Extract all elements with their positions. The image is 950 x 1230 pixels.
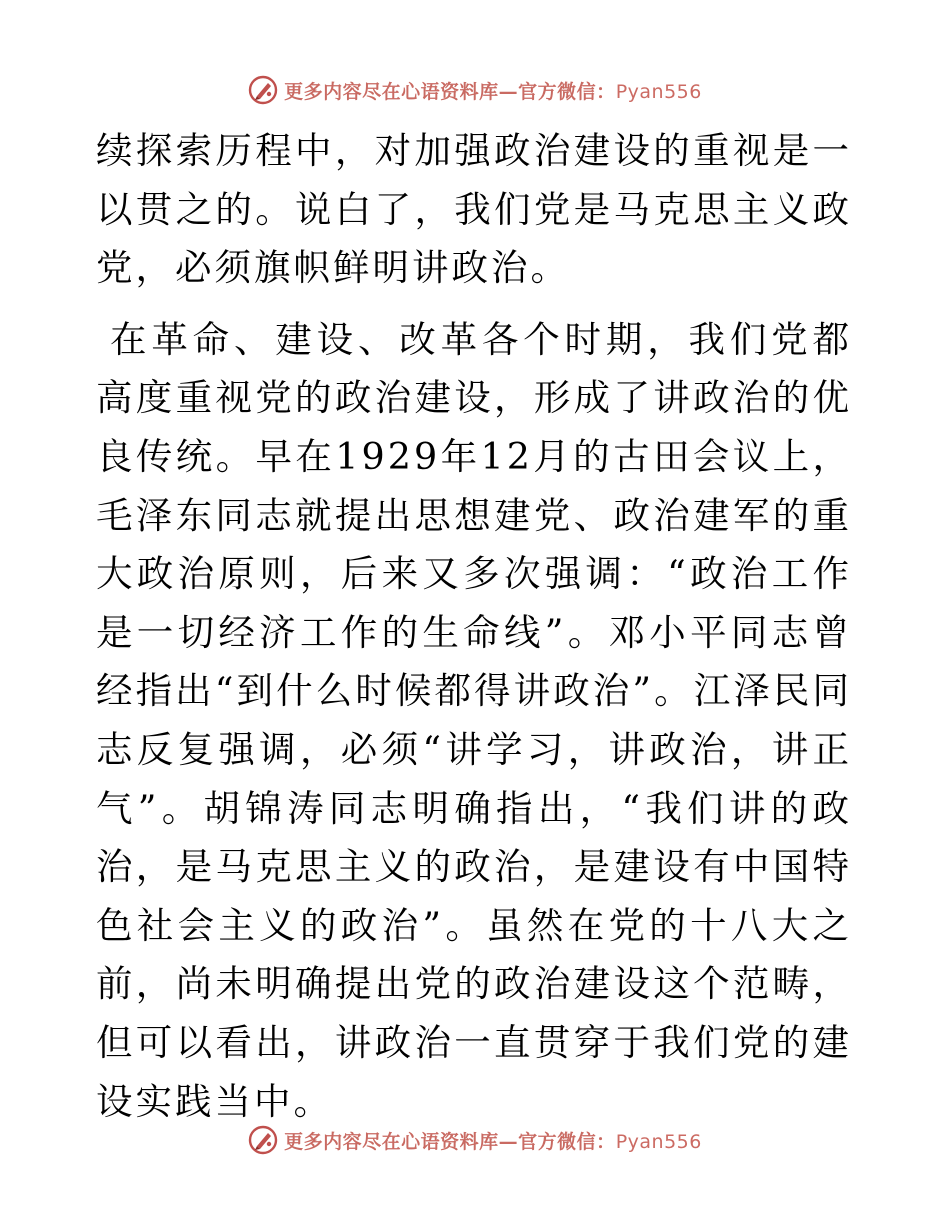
footer-wechat-id: Pyan556 <box>615 1130 702 1153</box>
footer-banner-dash: — <box>498 1130 519 1153</box>
header-wechat-label: 官方微信： <box>518 80 616 103</box>
logo-icon <box>248 1125 278 1155</box>
header-watermark <box>0 70 950 110</box>
document-body <box>96 122 852 1131</box>
header-wechat-id: Pyan556 <box>615 80 702 103</box>
paragraph-2: 在革命、建设、改革各个时期，我们党都高度重视党的政治建设，形成了讲政治的优良传统。早在1929年12月的古田会议上，毛泽东同志就提出思想建党、政治建军的重大政治原则，后来又多次强调：“政治工作是一切经济工作的生命线”。邓小平同志曾经指出“到什么时候都得讲政治”。江泽民同志反复强调，必须“讲学习，讲政治，讲正气”。胡锦涛同志明确指出，“我们讲的政治，是马克思主义的政治，是建设有中国特色社会主义的政治”。虽然在党的十八大之前，尚未明确提出党的政治建设这个范畴，但可以看出，讲政治一直贯穿于我们党的建设实践当中。 <box>96 317 852 1123</box>
header-banner-title: 更多内容尽在心语资料库 <box>284 80 499 103</box>
footer-banner-text <box>284 1127 702 1154</box>
header-banner-dash: — <box>498 80 519 103</box>
footer-watermark <box>0 1120 950 1160</box>
paragraph-1: 续探索历程中，对加强政治建设的重视是一以贯之的。说白了，我们党是马克思主义政党，必须旗帜鲜明讲政治。 <box>96 129 852 290</box>
footer-banner-title: 更多内容尽在心语资料库 <box>284 1130 499 1153</box>
header-banner-text <box>284 77 702 104</box>
logo-icon <box>248 75 278 105</box>
footer-wechat-label: 官方微信： <box>518 1130 616 1153</box>
